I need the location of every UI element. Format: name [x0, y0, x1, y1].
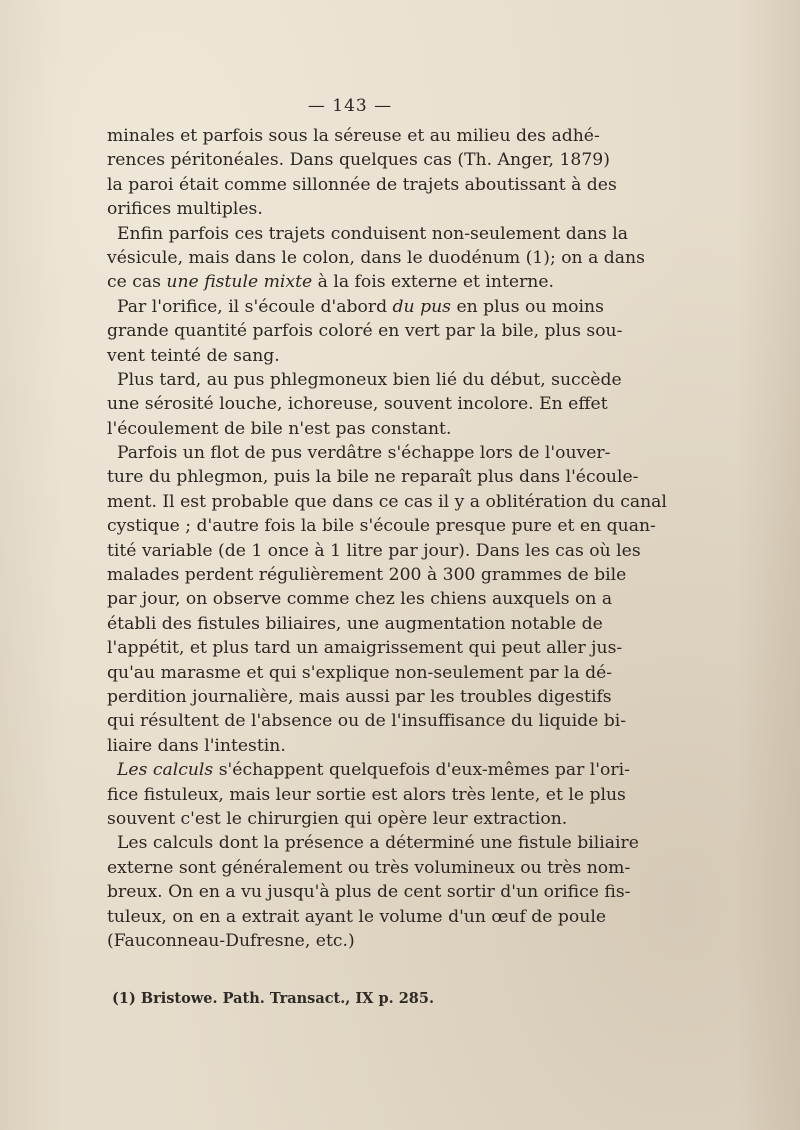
text-line: grande quantité parfois coloré en vert par la bile, plus sou- [107, 321, 623, 342]
italic-term: Les calculs [117, 760, 214, 781]
text-line: (Fauconneau-Dufresne, etc.) [107, 930, 355, 951]
text-line: ture du phlegmon, puis la bile ne reparaît plus dans l'écoule- [107, 467, 639, 488]
text-line: rences péritonéales. Dans quelques cas (Th. Anger, 1879) [107, 150, 610, 171]
text-line: minales et parfois sous la séreuse et au milieu des adhé- [107, 126, 600, 146]
text-line: vésicule, mais dans le colon, dans le duodénum (1); on a dans [107, 247, 645, 268]
text-line-mixed [107, 270, 599, 294]
text-line: externe sont généralement ou très volumineux ou très nom- [107, 857, 631, 878]
text-line: Parfois un flot de pus verdâtre s'échappe lors de l'ouver- [117, 443, 611, 464]
text-run: en plus ou moins [450, 296, 604, 317]
text-line: Plus tard, au pus phlegmoneux bien lié du début, succède [117, 369, 622, 390]
text-line: qui résultent de l'absence ou de l'insuffisance du liquide bi- [107, 711, 627, 732]
text-line: Enfin parfois ces trajets conduisent non-seulement dans la [117, 223, 629, 244]
text-line: fice fistuleux, mais leur sortie est alors très lente, et le plus [107, 784, 626, 805]
text-line: souvent c'est le chirurgien qui opère leur extraction. [107, 808, 568, 829]
text-run: à la fois externe et interne. [312, 272, 554, 293]
text-line: établi des fistules biliaires, une augmentation notable de [107, 613, 603, 634]
text-line: vent teinté de sang. [107, 345, 280, 366]
text-line: liaire dans l'intestin. [107, 735, 286, 756]
text-line-mixed [107, 758, 630, 782]
text-run: s'échappent quelquefois d'eux-mêmes par l'ori- [213, 760, 630, 781]
text-line: la paroi était comme sillonnée de trajets aboutissant à des [107, 174, 617, 195]
italic-term: une fistule mixte [166, 272, 313, 293]
text-line: tuleux, on en a extrait ayant le volume d'un œuf de poule [107, 906, 607, 927]
page-number: — 143 — [307, 96, 393, 116]
text-line: l'écoulement de bile n'est pas constant. [107, 418, 452, 439]
text-line: une sérosité louche, ichoreuse, souvent incolore. En effet [107, 394, 608, 415]
text-line: cystique ; d'autre fois la bile s'écoule presque pure et en quan- [107, 516, 656, 537]
text-line: par jour, on observe comme chez les chiens auxquels on a [107, 589, 613, 610]
footnote: (1) Bristowe. Path. Transact., IX p. 285. [112, 990, 435, 1007]
text-line: orifices multiples. [107, 199, 263, 220]
text-line: malades perdent régulièrement 200 à 300 grammes de bile [107, 565, 627, 586]
text-line: breux. On en a vu jusqu'à plus de cent sortir d'un orifice fis- [107, 882, 631, 903]
text-line: perdition journalière, mais aussi par les troubles digestifs [107, 686, 612, 707]
text-line: Les calculs dont la présence a déterminé une fistule biliaire [117, 833, 639, 854]
text-run: Par l'orifice, il s'écoule d'abord [117, 296, 393, 317]
text-line: ment. Il est probable que dans ce cas il y a oblitération du canal [107, 491, 667, 512]
text-line: tité variable (de 1 once à 1 litre par jour). Dans les cas où les [107, 540, 641, 561]
text-line-mixed [107, 295, 604, 319]
italic-term: du pus [392, 296, 451, 317]
body-text [107, 124, 667, 953]
text-line: qu'au marasme et qui s'explique non-seulement par la dé- [107, 662, 613, 683]
text-line: l'appétit, et plus tard un amaigrissement qui peut aller jus- [107, 638, 623, 659]
text-run: ce cas [107, 272, 167, 293]
